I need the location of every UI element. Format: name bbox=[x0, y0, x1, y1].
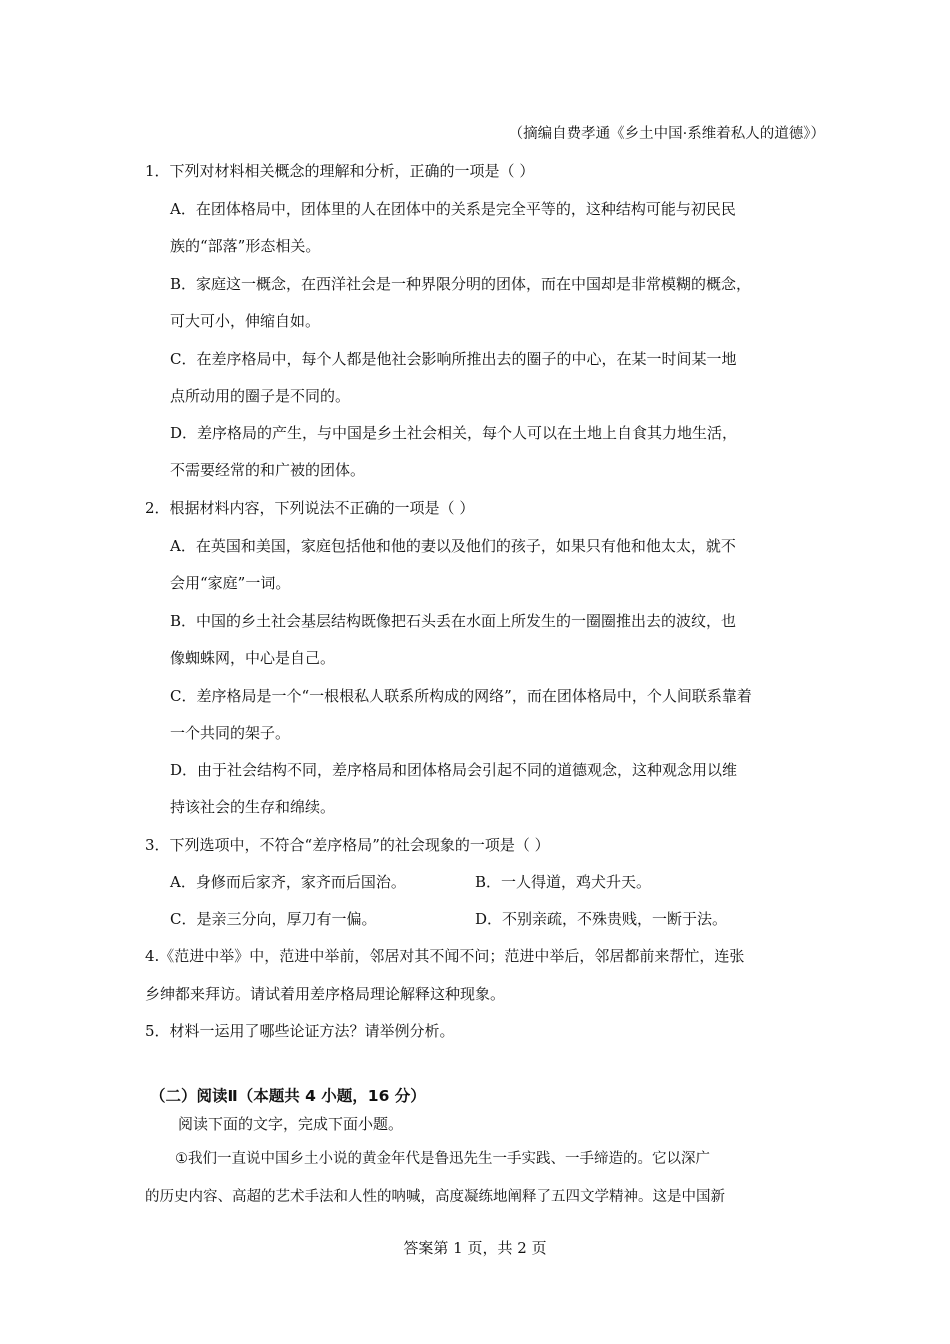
question-3-stem: 3．下列选项中，不符合“差序格局”的社会现象的一项是（ ） bbox=[145, 836, 550, 854]
question-1-option-b: B．家庭这一概念，在西洋社会是一种界限分明的团体，而在中国却是非常模糊的概念， bbox=[170, 275, 752, 293]
question-2-option-a-cont: 会用“家庭”一词。 bbox=[170, 574, 291, 592]
question-1-option-d-cont: 不需要经常的和广被的团体。 bbox=[170, 461, 366, 479]
question-1-option-b-cont: 可大可小，伸缩自如。 bbox=[170, 312, 321, 330]
section-instruction: 阅读下面的文字，完成下面小题。 bbox=[178, 1115, 404, 1133]
question-1-option-c-cont: 点所动用的圈子是不同的。 bbox=[170, 387, 351, 405]
question-1-stem: 1．下列对材料相关概念的理解和分析，正确的一项是（ ） bbox=[145, 162, 535, 180]
question-1-option-a-cont: 族的“部落”形态相关。 bbox=[170, 237, 321, 255]
passage-paragraph-line-1: ①我们一直说中国乡土小说的黄金年代是鲁迅先生一手实践、一手缔造的。它以深广 bbox=[175, 1151, 710, 1167]
question-2-option-b-cont: 像蜘蛛网，中心是自己。 bbox=[170, 649, 336, 667]
question-1-option-a: A．在团体格局中，团体里的人在团体中的关系是完全平等的，这种结构可能与初民民 bbox=[170, 200, 736, 218]
question-2-option-d: D．由于社会结构不同，差序格局和团体格局会引起不同的道德观念，这种观念用以维 bbox=[170, 761, 738, 779]
question-3-option-d: D．不别亲疏，不殊贵贱，一断于法。 bbox=[475, 910, 728, 928]
question-2-option-d-cont: 持该社会的生存和绵续。 bbox=[170, 798, 336, 816]
question-2-option-b: B．中国的乡土社会基层结构既像把石头丢在水面上所发生的一圈圈推出去的波纹，也 bbox=[170, 612, 737, 630]
question-2-option-c: C．差序格局是一个“一根根私人联系所构成的网络”，而在团体格局中，个人间联系靠着 bbox=[170, 687, 752, 705]
page-footer: 答案第 1 页，共 2 页 bbox=[403, 1239, 547, 1257]
question-5: 5．材料一运用了哪些论证方法？请举例分析。 bbox=[145, 1022, 455, 1040]
question-3-option-b: B．一人得道，鸡犬升天。 bbox=[475, 873, 652, 891]
question-2-stem: 2．根据材料内容，下列说法不正确的一项是（ ） bbox=[145, 499, 475, 517]
question-3-option-a: A．身修而后家齐，家齐而后国治。 bbox=[170, 873, 406, 891]
question-2-option-a: A．在英国和美国，家庭包括他和他的妻以及他们的孩子，如果只有他和他太太，就不 bbox=[170, 537, 736, 555]
source-citation: （摘编自费孝通《乡土中国·系维着私人的道德》） bbox=[508, 126, 825, 142]
section-heading: （二）阅读Ⅱ（本题共 4 小题，16 分） bbox=[150, 1087, 426, 1105]
passage-paragraph-line-2: 的历史内容、高超的艺术手法和人性的呐喊，高度凝练地阐释了五四文学精神。这是中国新 bbox=[145, 1189, 725, 1205]
question-4-line-2: 乡绅都来拜访。请试着用差序格局理论解释这种现象。 bbox=[145, 985, 506, 1003]
question-1-option-d: D．差序格局的产生，与中国是乡土社会相关，每个人可以在土地上自食其力地生活， bbox=[170, 424, 738, 442]
question-2-option-c-cont: 一个共同的架子。 bbox=[170, 724, 291, 742]
question-1-option-c: C．在差序格局中，每个人都是他社会影响所推出去的圈子的中心，在某一时间某一地 bbox=[170, 350, 737, 368]
question-4-line-1: 4.《范进中举》中，范进中举前，邻居对其不闻不问；范进中举后，邻居都前来帮忙，连张 bbox=[145, 947, 745, 965]
question-3-option-c: C．是亲三分向，厚刀有一偏。 bbox=[170, 910, 377, 928]
